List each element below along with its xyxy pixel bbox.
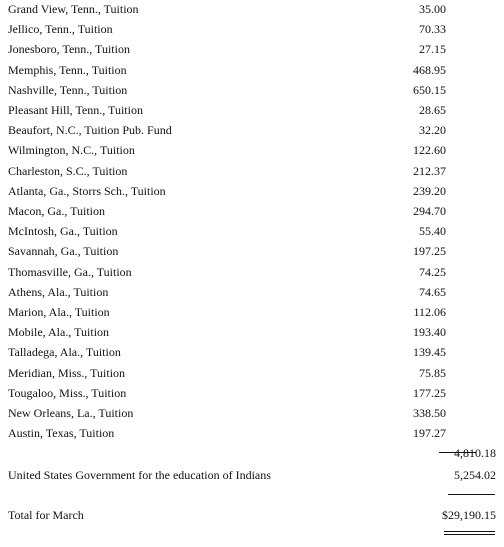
ledger-row (0, 405, 504, 421)
ledger-row (0, 41, 504, 57)
ledger-row-amount: 650.15 (413, 82, 446, 97)
ledger-row-amount: 32.20 (419, 123, 446, 138)
ledger-row (0, 203, 504, 219)
ledger-row-amount: 197.27 (413, 426, 446, 441)
ledger-row-amount: 338.50 (413, 406, 446, 420)
ledger-row-amount: 122.60 (413, 143, 446, 158)
ledger-row (0, 425, 504, 441)
ledger-row (0, 1, 504, 17)
ledger-row (0, 344, 504, 360)
ledger-row (0, 82, 504, 98)
ledger-row (0, 304, 504, 320)
ledger-row (0, 183, 504, 199)
government-row (0, 467, 504, 483)
ledger-row-amount: 197.25 (413, 244, 446, 259)
ledger-row-amount: 74.65 (419, 284, 446, 299)
ledger-row-label: Charleston, S.C., Tuition (8, 163, 128, 178)
ledger-row-amount: 294.70 (413, 204, 446, 218)
ledger-row (0, 62, 504, 78)
ledger-row-label: Mobile, Ala., Tuition (8, 325, 110, 340)
ledger-row-label: Grand View, Tenn., Tuition (8, 2, 139, 16)
ledger-row-label: Wilmington, N.C., Tuition (8, 143, 135, 158)
subtotal-row (0, 445, 504, 461)
ledger-row-label: Jonesboro, Tenn., Tuition (8, 42, 130, 57)
ledger-row (0, 142, 504, 158)
ledger-row-label: Pleasant Hill, Tenn., Tuition (8, 103, 143, 117)
ledger-row-amount: 193.40 (413, 325, 446, 340)
ledger-row-label: Macon, Ga., Tuition (8, 204, 106, 218)
ledger-row (0, 243, 504, 259)
ledger-row (0, 264, 504, 280)
ledger-row-label: Beaufort, N.C., Tuition Pub. Fund (8, 123, 172, 138)
ledger-row-label: Marion, Ala., Tuition (8, 305, 110, 319)
ledger-row-amount: 74.25 (419, 264, 446, 279)
total-double-rule (444, 531, 495, 535)
ledger-row-amount: 70.33 (419, 22, 446, 37)
ledger-row-label: Nashville, Tenn., Tuition (8, 82, 128, 97)
ledger-row (0, 385, 504, 401)
ledger-row-amount: 28.65 (419, 103, 446, 117)
ledger-row (0, 21, 504, 37)
ledger-row-label: Athens, Ala., Tuition (8, 284, 109, 299)
government-rule (448, 494, 495, 495)
ledger-row-label: Jellico, Tenn., Tuition (8, 22, 113, 37)
ledger-row (0, 365, 504, 381)
ledger-row (0, 163, 504, 179)
ledger-row (0, 122, 504, 138)
government-amount: 5,254.02 (454, 468, 496, 482)
ledger-row (0, 102, 504, 118)
ledger-row-amount: 55.40 (419, 224, 446, 239)
ledger-row-amount: 35.00 (419, 2, 446, 16)
total-row (0, 507, 504, 523)
ledger-row-label: Memphis, Tenn., Tuition (8, 62, 127, 77)
ledger-row-label: Talladega, Ala., Tuition (8, 345, 121, 360)
ledger-row (0, 223, 504, 239)
ledger-row-label: Atlanta, Ga., Storrs Sch., Tuition (8, 183, 166, 198)
ledger-row-amount: 468.95 (413, 62, 446, 77)
ledger-row-amount: 27.15 (419, 42, 446, 57)
ledger-row (0, 284, 504, 300)
subtotal-amount: 4,810.18 (454, 446, 496, 460)
ledger-row (0, 324, 504, 340)
total-label: Total for March (8, 508, 84, 522)
ledger-row-label: Meridian, Miss., Tuition (8, 365, 126, 380)
ledger-row-amount: 239.20 (413, 183, 446, 198)
ledger-row-amount: 212.37 (413, 163, 446, 178)
ledger-row-label: Austin, Texas, Tuition (8, 426, 115, 441)
ledger-row-amount: 75.85 (419, 365, 446, 380)
ledger-row-label: Savannah, Ga., Tuition (8, 244, 119, 259)
ledger-row-amount: 177.25 (413, 385, 446, 400)
ledger-row-label: Thomasville, Ga., Tuition (8, 264, 132, 279)
ledger-row-amount: 139.45 (413, 345, 446, 360)
ledger-row-label: New Orleans, La., Tuition (8, 406, 134, 420)
ledger-row-amount: 112.06 (413, 305, 446, 319)
total-amount: $29,190.15 (442, 508, 496, 522)
ledger-row-label: Tougaloo, Miss., Tuition (8, 385, 127, 400)
government-label: United States Government for the education of Indians (8, 468, 271, 482)
ledger-row-label: McIntosh, Ga., Tuition (8, 224, 118, 239)
